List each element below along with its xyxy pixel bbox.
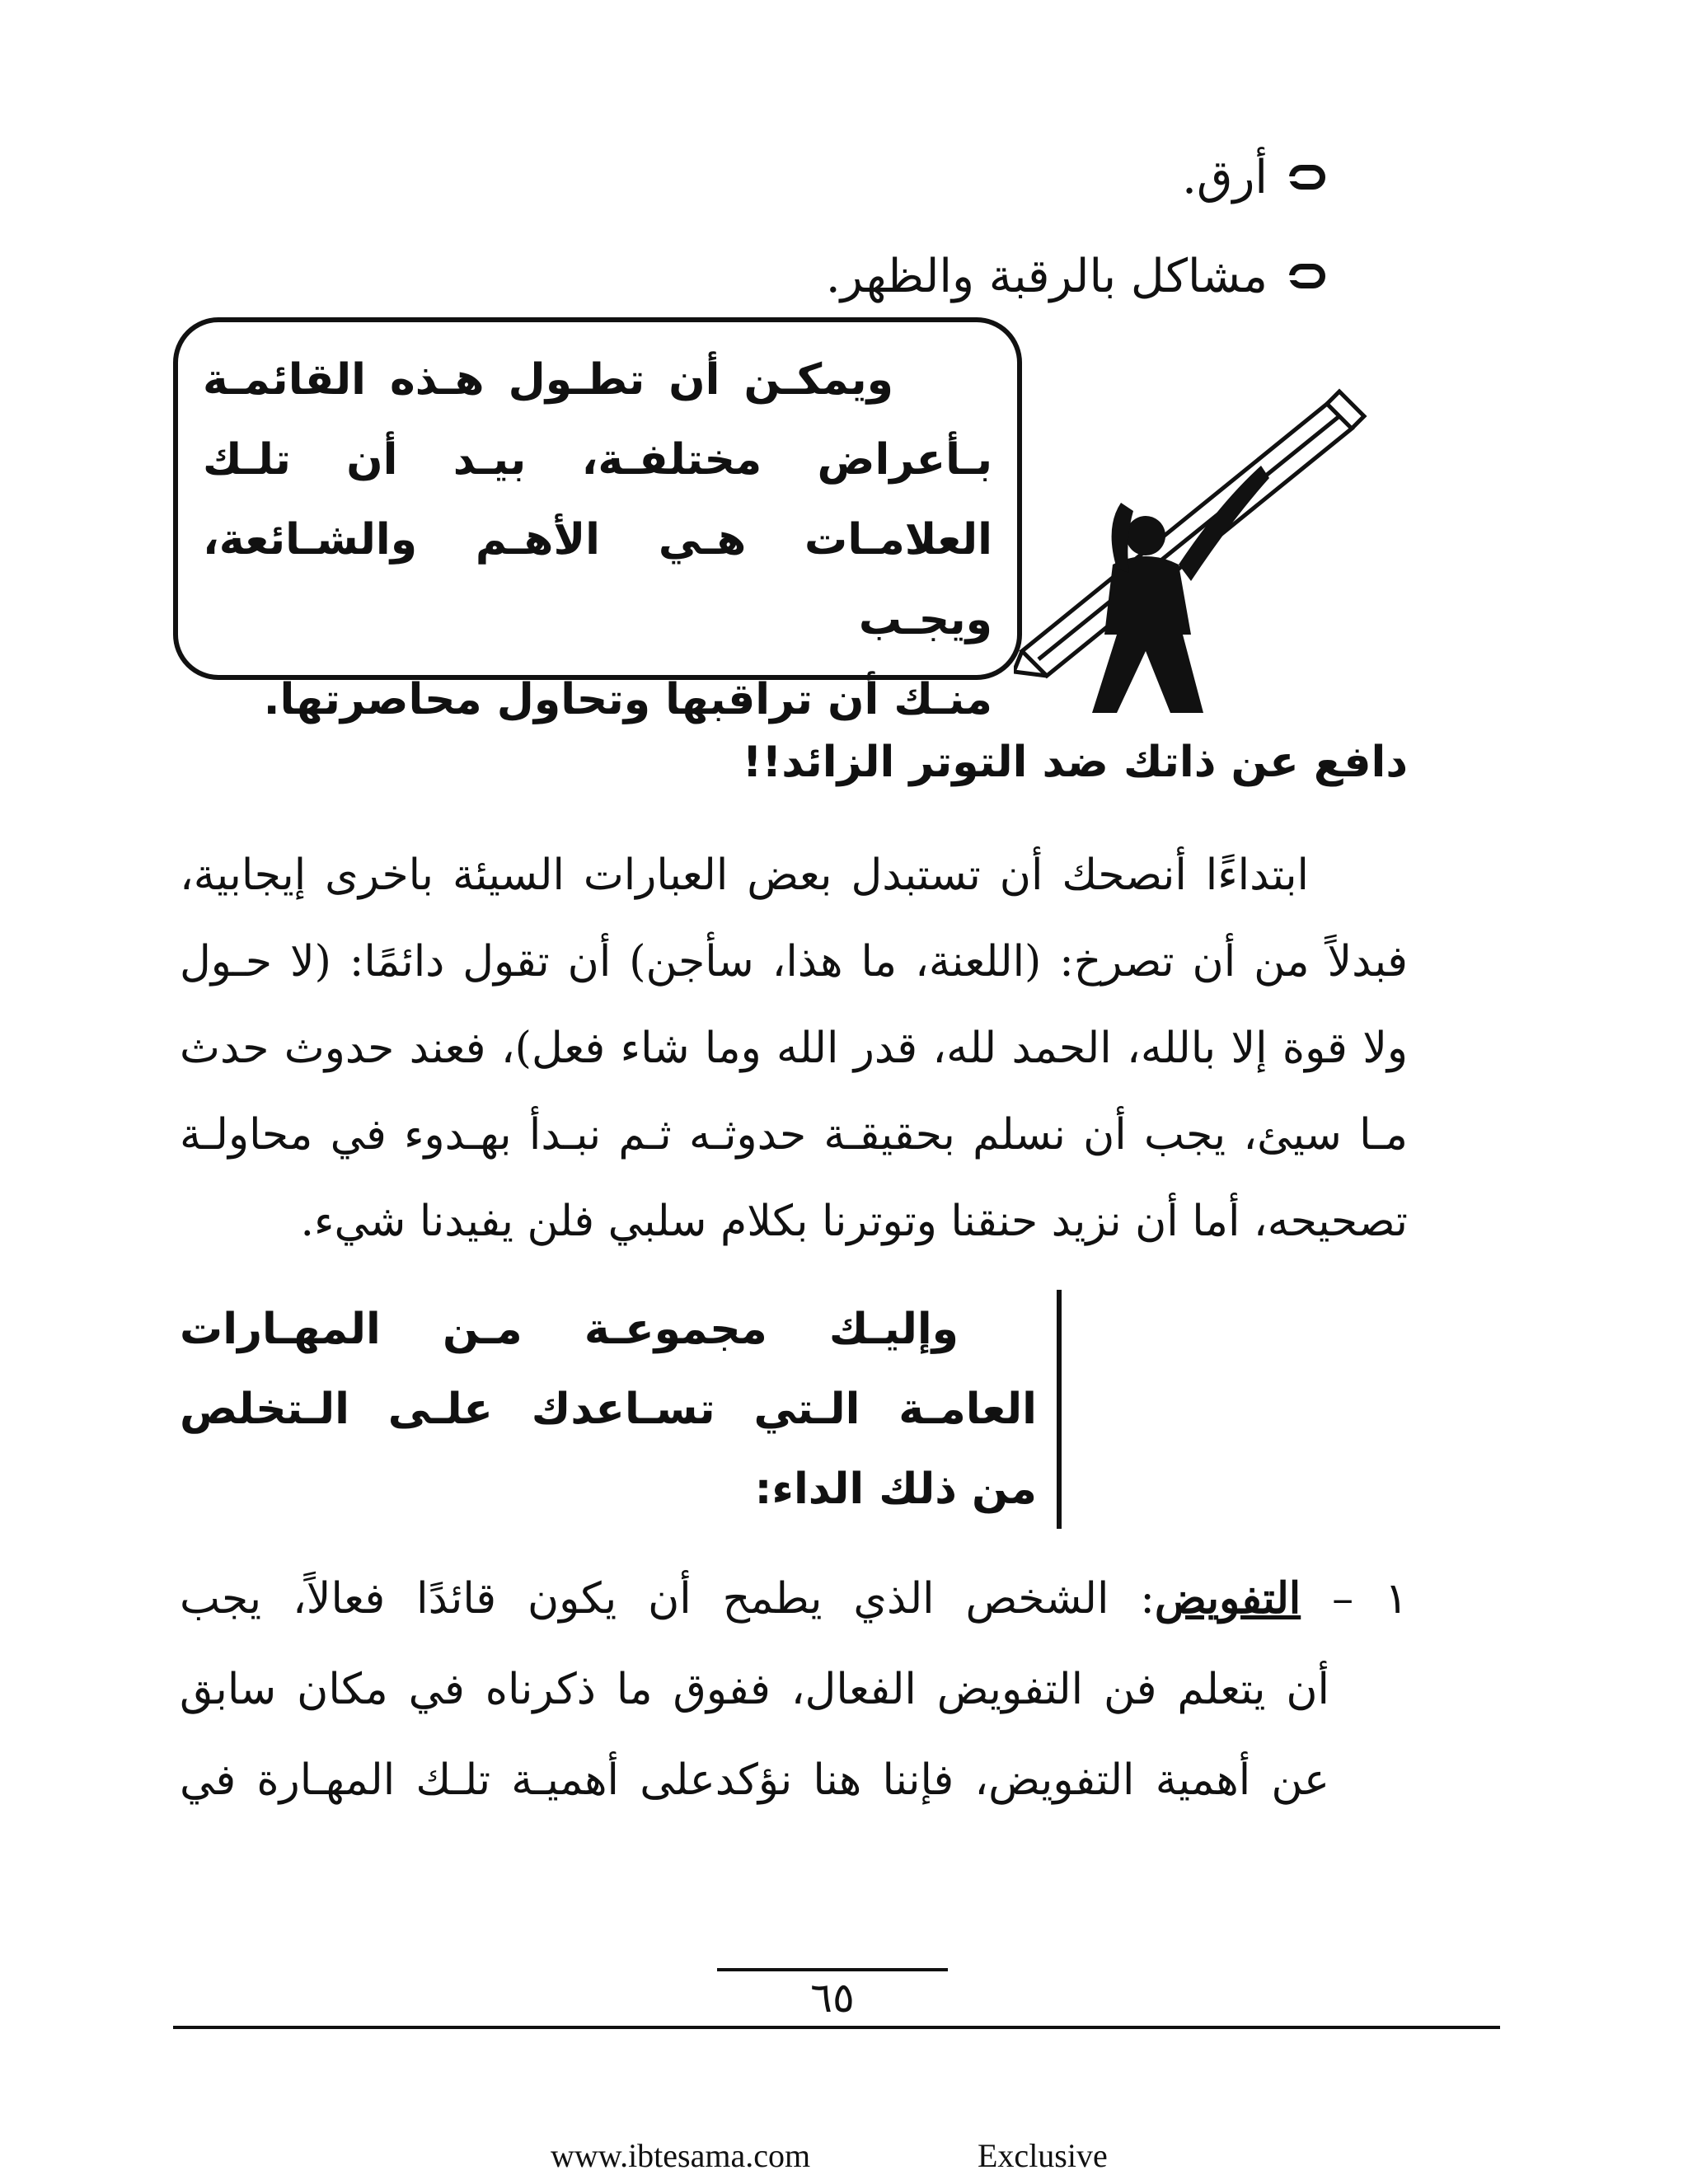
item-line: عن أهمية التفويض، فإننا هنا نؤكدعلى أهميـة تلـك المهـارة في — [180, 1755, 1330, 1805]
callout-line: بـأعراض مختلفـة، بيـد أن تلـك — [203, 435, 992, 485]
bullet-text: أرق. — [1182, 150, 1268, 204]
footer-site: www.ibtesama.com — [551, 2137, 811, 2174]
footer-tag: Exclusive — [978, 2137, 1108, 2174]
paragraph-line: مـا سيئ، يجب أن نسلم بحقيقـة حدوثـه ثـم نبـدأ بهـدوء في محاولـة — [180, 1110, 1408, 1160]
intro-box — [180, 1290, 1062, 1529]
bullet-icon — [1289, 264, 1325, 288]
bullet-list — [584, 128, 1325, 326]
bullet-item — [584, 227, 1325, 326]
bullet-text: مشاكل بالرقبة والظهر. — [825, 249, 1268, 303]
pencil-man-illustration — [1014, 387, 1368, 717]
item-title: التفويض — [1154, 1573, 1301, 1624]
page-number: ٦٥ — [810, 1974, 855, 2022]
numbered-item — [180, 1554, 1408, 1825]
item-number: ١ – — [1301, 1574, 1408, 1624]
item-line — [180, 1554, 1408, 1644]
item-text: : الشخص الذي يطمح أن يكون قائدًا فعالاً، يجب — [180, 1574, 1155, 1624]
callout-box — [173, 317, 1022, 724]
paragraph-line: ابتداءًا أنصحك أن تستبدل بعض العبارات السيئة باخرى إيجابية، — [180, 851, 1309, 900]
callout-line: العلامـات هـي الأهـم والشـائعة، ويجـب — [203, 515, 992, 644]
callout-line: منـك أن تراقبها وتحاول محاصرتها. — [263, 675, 992, 724]
paragraph-line: فبدلاً من أن تصرخ: (اللعنة، ما هذا، سأجن) أن تقول دائمًا: (لا حـول — [180, 937, 1408, 987]
callout-line: ويمكـن أن تطـول هـذه القائمـة — [203, 355, 893, 405]
paragraph-line: ولا قوة إلا بالله، الحمد لله، قدر الله وما شاء فعل)، فعند حدوث حدث — [180, 1024, 1408, 1073]
item-line: أن يتعلم فن التفويض الفعال، ففوق ما ذكرناه في مكان سابق — [180, 1665, 1329, 1714]
section-heading: دافع عن ذاتك ضد التوتر الزائد!! — [742, 738, 1408, 787]
intro-line: وإليـك مجموعـة مـن المهـارات — [180, 1305, 959, 1354]
paragraph-line: تصحيحه، أما أن نزيد حنقنا وتوترنا بكلام سلبي فلن يفيدنا شيء. — [300, 1197, 1408, 1246]
page-number-rule — [717, 1968, 948, 1971]
intro-line: العامـة الـتي تسـاعدك علـى الـتخلص — [180, 1385, 1037, 1434]
footer-rule — [173, 2026, 1500, 2029]
bullet-item — [584, 128, 1325, 227]
intro-line: من ذلك الداء: — [754, 1465, 1037, 1514]
bullet-icon — [1289, 165, 1325, 190]
body-paragraph — [180, 832, 1408, 1265]
